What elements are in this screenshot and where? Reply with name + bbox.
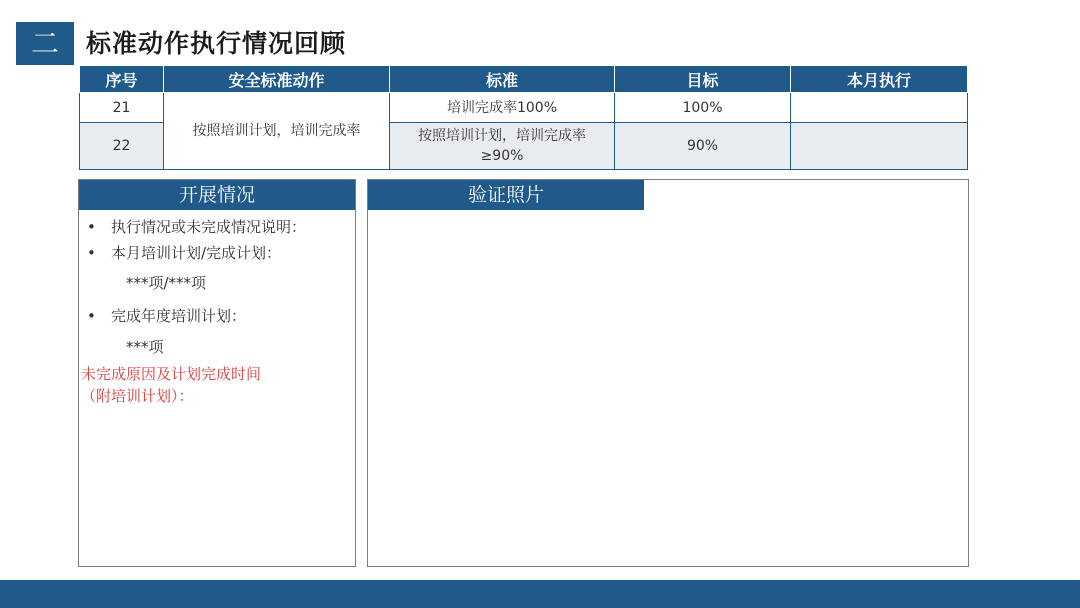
bullet-icon: • [87,244,96,262]
column-header-action: 安全标准动作 [164,66,390,93]
row-number: 21 [80,93,164,123]
monthly-exec-cell[interactable] [791,123,968,170]
footer-bar [0,580,1080,608]
bullet-icon: • [87,307,96,325]
standard-actions-table [79,65,968,170]
list-item-text: 完成年度培训计划： [111,307,247,325]
training-count-value: ***项/***项 [126,274,207,292]
photo-panel-title: 验证照片 [368,180,644,210]
photo-panel [367,179,969,567]
column-header-standard: 标准 [390,66,615,93]
column-header-no: 序号 [80,66,164,93]
progress-panel-title: 开展情况 [79,180,355,210]
attachment-note: （附培训计划）： [81,387,194,405]
list-item-text: 执行情况或未完成情况说明： [111,218,307,236]
action-cell: 按照培训计划，培训完成率 [164,93,390,170]
list-item [87,305,246,326]
list-item [87,242,281,263]
standard-line-1: 按照培训计划，培训完成率 [418,128,586,144]
table-row [80,93,968,123]
standard-cell: 培训完成率100% [390,93,615,123]
progress-panel [78,179,356,567]
column-header-monthly: 本月执行 [791,66,968,93]
list-item-text: 本月培训计划/完成计划： [111,244,282,262]
bullet-icon: • [87,218,96,236]
standard-cell [390,123,615,170]
column-header-target: 目标 [615,66,791,93]
monthly-exec-cell[interactable] [791,93,968,123]
list-item [87,216,306,237]
table-header-row [80,66,968,93]
incomplete-reason-note: 未完成原因及计划完成时间 [81,365,262,383]
section-number-badge: 二 [16,22,74,65]
target-cell: 90% [615,123,791,170]
target-cell: 100% [615,93,791,123]
page-title: 标准动作执行情况回顾 [86,29,347,58]
standard-line-2: ≥90% [480,148,524,164]
row-number: 22 [80,123,164,170]
annual-plan-value: ***项 [126,338,164,356]
